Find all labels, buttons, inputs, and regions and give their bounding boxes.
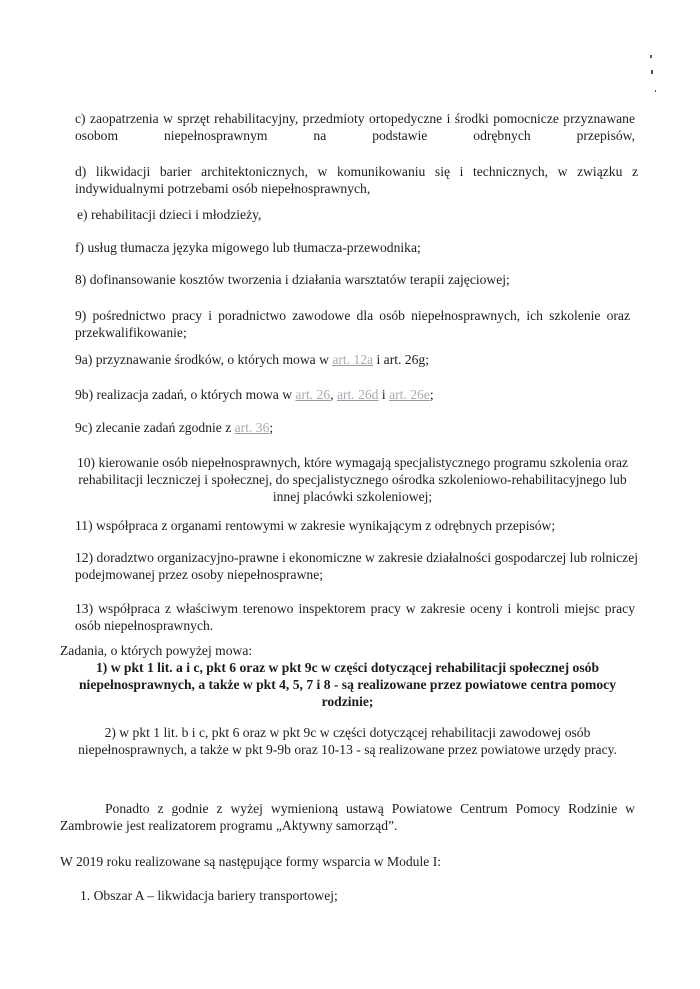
scan-mark — [655, 90, 656, 92]
legal-ref-link[interactable]: art. 12a — [332, 352, 374, 367]
legal-ref-link[interactable]: art. 36 — [234, 420, 270, 435]
scan-mark — [651, 70, 653, 74]
item-9b — [75, 386, 575, 403]
legal-ref-link[interactable]: art. 26e — [389, 387, 430, 402]
item-9c — [75, 419, 475, 436]
item-9c-text: ; — [269, 420, 274, 435]
item-9a — [75, 351, 575, 368]
tasks-intro: Zadania, o których powyżej mowa: — [60, 643, 253, 658]
item-8: 8) dofinansowanie kosztów tworzenia i działania warsztatów terapii zajęciowej; — [75, 272, 510, 287]
item-9a-text: 9a) przyznawanie środków, o których mowa w — [75, 352, 333, 367]
closing-paragraph-2: W 2019 roku realizowane są następujące formy wsparcia w Module I: — [60, 854, 441, 869]
item-13: 13) współpraca z właściwym terenowo inspektorem pracy w zakresie oceny i kontroli miejsc pracy osób niepełnosprawnych. — [75, 601, 635, 633]
legal-ref-link[interactable]: art. 26 — [295, 387, 331, 402]
item-c: c) zaopatrzenia w sprzęt rehabilitacyjny, przedmioty ortopedyczne i środki pomocnicze przyznawane osobom niepełnosprawnym na podstawie odrębnych przepisów, — [75, 111, 635, 143]
item-9c-text: 9c) zlecanie zadań zgodnie z — [75, 420, 235, 435]
item-9b-text: 9b) realizacja zadań, o których mowa w — [75, 387, 296, 402]
item-d: d) likwidacji barier architektonicznych, w komunikowaniu się i technicznych, w związku z indywidualnymi potrzebami osób niepełnosprawnych, — [75, 164, 638, 196]
item-e: e) rehabilitacji dzieci i młodzieży, — [77, 207, 262, 222]
list-item-1: 1. Obszar A – likwidacja bariery transportowej; — [80, 888, 338, 903]
item-9: 9) pośrednictwo pracy i poradnictwo zawodowe dla osób niepełnosprawnych, ich szkolenie oraz przekwalifikowanie; — [75, 308, 630, 340]
item-9b-text: i — [378, 387, 390, 402]
task-2: 2) w pkt 1 lit. b i c, pkt 6 oraz w pkt 9c w części dotyczącej rehabilitacji zawodowej osób niepełnosprawnych, a także w pkt 9-9b oraz 10-13 - są realizowane przez powiatowe urzędy pracy. — [78, 725, 617, 757]
legal-ref-link[interactable]: art. 26d — [336, 387, 379, 402]
closing-paragraph: Ponadto z godnie z wyżej wymienioną ustawą Powiatowe Centrum Pomocy Rodzinie w Zambrowie jest realizatorem programu „Aktywny samorząd”. — [60, 801, 635, 833]
task-1: 1) w pkt 1 lit. a i c, pkt 6 oraz w pkt 9c w części dotyczącej rehabilitacji społecznej osób niepełnosprawnych, a także w pkt 4, 5, 7 i 8 - są realizowane przez powiatowe centra pomocy rodzinie; — [78, 660, 617, 709]
item-11: 11) współpraca z organami rentowymi w zakresie wynikającym z odrębnych przepisów; — [75, 518, 556, 533]
item-9b-text: , — [330, 387, 337, 402]
scan-mark — [650, 55, 652, 58]
item-12: 12) doradztwo organizacyjno-prawne i ekonomiczne w zakresie działalności gospodarczej lub rolniczej podejmowanej przez osoby niepełnosprawne; — [75, 550, 638, 582]
item-9b-text: ; — [429, 387, 434, 402]
item-9a-text: i art. 26g; — [373, 352, 429, 367]
item-10: 10) kierowanie osób niepełnosprawnych, które wymagają specjalistycznego programu szkolenia oraz rehabilitacji leczniczej i społecznej, do specjalistycznego ośrodka szkoleniowo-rehabilitacyjnego lub innej placówki szkoleniowej; — [76, 455, 629, 504]
item-f: f) usług tłumacza języka migowego lub tłumacza-przewodnika; — [75, 240, 421, 255]
